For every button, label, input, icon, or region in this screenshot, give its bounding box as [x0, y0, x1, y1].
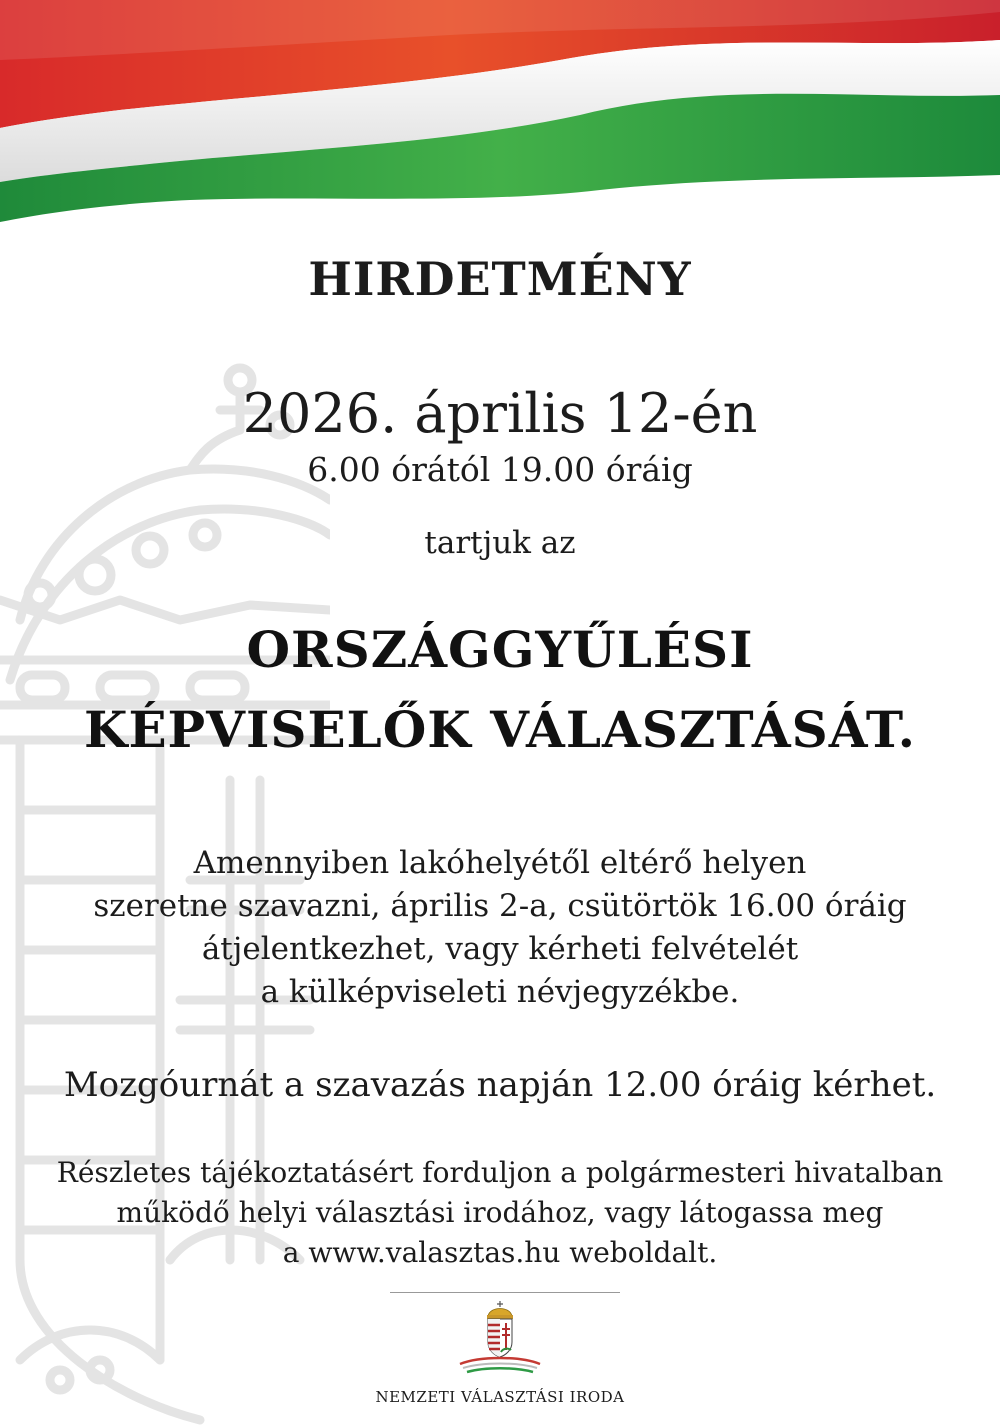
relocation-line: a külképviseleti névjegyzékbe. — [260, 974, 740, 1010]
relocation-line: szeretne szavazni, április 2-a, csütörtök 16.00 óráig — [93, 888, 907, 924]
voting-hours: 6.00 órától 19.00 óráig — [307, 450, 693, 489]
relocation-line: átjelentkezhet, vagy kérheti felvételét — [201, 931, 799, 967]
info-paragraph — [0, 1153, 1000, 1273]
election-headline-line2: KÉPVISELŐK VÁLASZTÁSÁT. — [83, 700, 916, 759]
election-headline-line1: ORSZÁGGYŰLÉSI — [246, 620, 754, 679]
notice-title: HIRDETMÉNY — [308, 252, 692, 306]
relocation-line: Amennyiben lakóhelyétől eltérő helyen — [193, 845, 807, 881]
info-line: Részletes tájékoztatásért forduljon a polgármesteri hivatalban — [56, 1156, 944, 1189]
footer-divider — [390, 1292, 620, 1293]
election-date: 2026. április 12-én — [242, 382, 758, 445]
hungarian-flag-banner — [0, 0, 1000, 230]
organization-name: NEMZETI VÁLASZTÁSI IRODA — [375, 1388, 625, 1406]
intro-text: tartjuk az — [424, 525, 576, 561]
mobile-ballot-paragraph: Mozgóurnát a szavazás napján 12.00 óráig kérhet. — [63, 1065, 937, 1105]
info-line: működő helyi választási irodához, vagy látogassa meg — [116, 1196, 884, 1229]
info-line: a www.valasztas.hu weboldalt. — [282, 1236, 718, 1269]
crest-logo-icon — [455, 1298, 545, 1378]
relocation-paragraph — [0, 842, 1000, 1014]
